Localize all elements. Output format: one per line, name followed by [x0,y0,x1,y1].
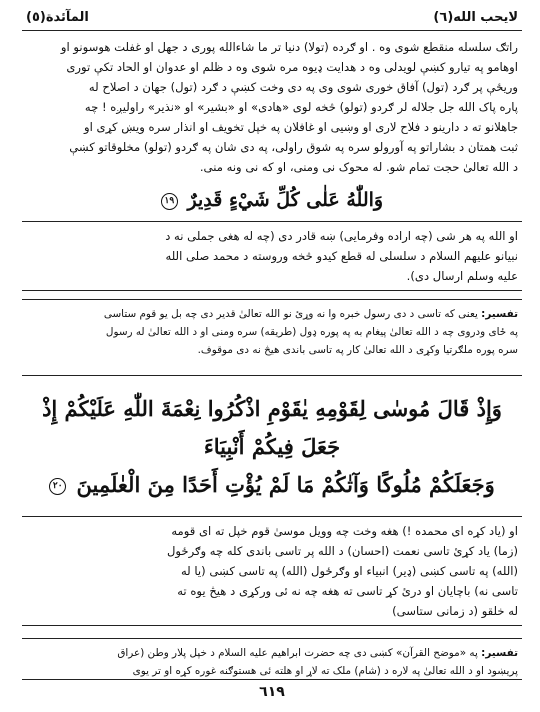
text-line: سره پوره ملګرتیا وکړی د الله تعالیٰ کار په تاسی باندی هیڅ نه دی موقوف. [197,344,518,356]
tafsir-text: په «موضح القرآن» کښی دی چه حضرت ابراهیم علیه السلام د خپل پلار وطن (عراق [117,647,478,659]
text-line: (زما) یاد کړئ تاسی نعمت (احسان) د الله پر تاسی باندی کله چه وګرځول [166,544,518,558]
text-line: او الله په هر شی (چه اراده وفرمایی) ښه قادر دی (چه له هغی جملی نه د [165,229,518,243]
text-line: د الله تعالیٰ حجت تمام شو. له محوک نی ومنی، او که نی ونه منی. [199,160,518,174]
translation-19 [22,221,522,291]
verse-line: وَإِذْ قَالَ مُوسٰى لِقَوْمِهِ يٰقَوْمِ اذْكُرُوا نِعْمَةَ اللّٰهِ عَلَيْكُمْ إِذْ جَعَلَ فِيكُمْ أَنْبِيَاءَ [42,396,502,459]
text-line: (الله) په تاسی کښی (ډیر) انبیاء او وګرځول (الله) په تاسی کښی (یا له [180,564,518,578]
text-line [26,305,518,323]
tafsir-text: یعنی که تاسی د دی رسول خبره وا نه وړئ نو الله تعالیٰ قدیر دی چه بل یو قوم ستاسی [103,308,478,320]
verse-line [22,466,522,504]
verse-text: وَجَعَلَكُمْ مُلُوكًا وَآتٰكُمْ مَا لَمْ يُؤْتِ أَحَدًا مِنَ الْعٰلَمِينَ [76,472,495,497]
page-footer [22,679,522,700]
page-header [22,8,522,31]
text-line: له خلقو (د زمانی ستاسی) [392,604,518,618]
text-line: علیه وسلم ارسال دی). [406,269,518,283]
surah-title: المآئدة(٥) [26,10,89,25]
text-line: ثبت همتان د بشاراتو په آورولو سره په شوق راولی، په دی شان په ګردو (تولو) مخلوقاتو کښې [69,140,518,154]
text-line: تاسی نه) باچایان او درئ کړ تاسی ته هغه چه نه ئی ورکړی د هیڅ یوه ته [177,584,518,598]
text-line: او (یاد کړه ای محمده !) هغه وخت چه وویل موسیٰ قوم خپل ته ای قومه [171,524,518,538]
verse-number-marker: ١٩ [161,193,178,210]
text-line: نبیانو علیهم السلام د سلسلی له قطع کیدو څخه وروسته د محمد صلی الله [165,249,518,263]
quran-page [22,8,522,704]
tafsir-20 [22,638,522,680]
text-line: اوهامو په تیارو کښې لویدلی وه د هدایت ډیوه مره شوی وه د ظلم او عدوان او الحاد تکې توری [66,60,518,74]
text-line: راتګ سلسله منقطع شوی وه . او ګرده (تولا) دنیا تر ما شاءالله پوری د جهل او غفلت هوسونو او [60,40,518,54]
text-line: جاهلانو ته د دارینو د فلاح لاری او وښیی او غافلان په خپل تخویف او انذار سره ویښ کړی او [84,120,518,134]
verse-number-marker: ٢٠ [49,478,66,495]
text-line: وریځې پر ګرد (تول) آفاق خوری شوی وی په دی وخت کښې د ګرد (تول) جهان د اصلاح له [88,80,518,94]
verse-20 [22,375,522,504]
text-line: په ځای ودروی چه د الله تعالیٰ پیغام به په پوره ډول (طریقه) سره ومنی او د الله تعالیٰ له رسول [105,326,518,338]
text-line: پریښود او د الله تعالیٰ په لاره د (شام) ملک ته لاړ او هلته ئی هستوګنه غوره کړه او تر یوی [132,665,518,677]
translation-20 [22,516,522,626]
tafsir-19 [22,299,522,359]
tafsir-label: تفسیر: [481,647,518,659]
verse-text: وَاللّٰهُ عَلٰى كُلِّ شَيْءٍ قَدِيرٌ [187,189,384,211]
commentary-paragraph [26,37,518,177]
text-line [26,644,518,662]
tafsir-label: تفسیر: [481,308,518,320]
page-number: ٦١٩ [259,684,285,700]
verse-19 [22,185,522,215]
text-line: پاره پاک الله جل جلاله لر ګردو (تولو) څخه لوی «هادی» او «بشیر» او «نذیر» راولیږه ! چه [84,100,518,114]
juz-title: لايحب الله(٦) [433,10,518,25]
